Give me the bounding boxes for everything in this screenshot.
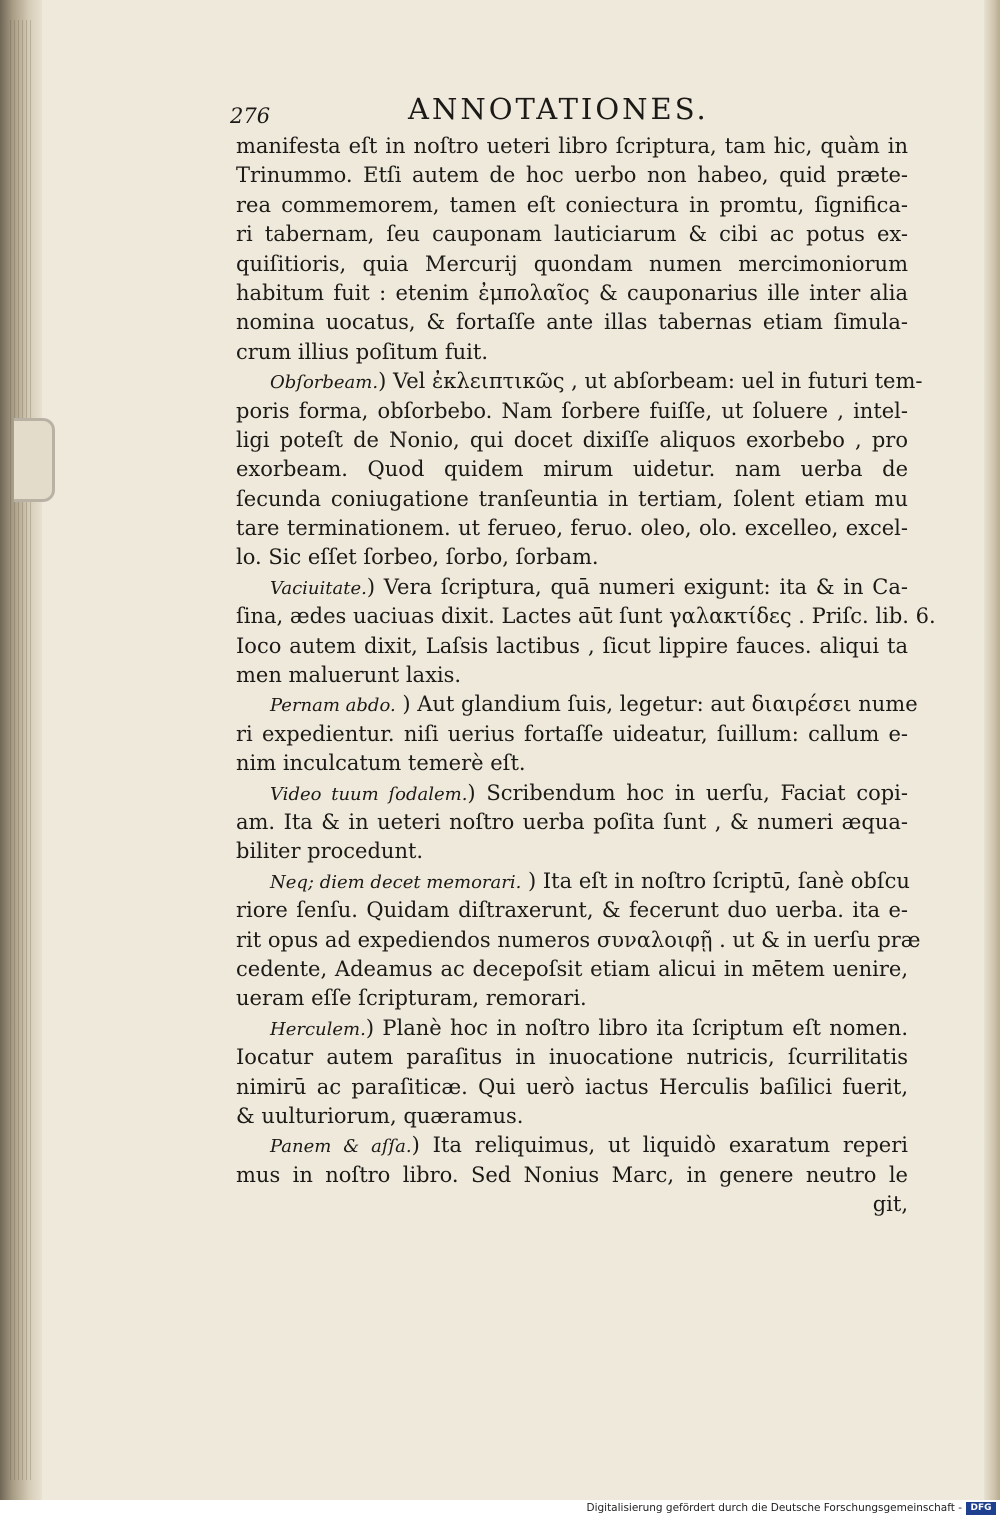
- text-line: [236, 367, 923, 396]
- page-edge-right: [984, 0, 1000, 1500]
- text-run: ) Vera ſcriptura, quā numeri exigunt: ita & in Ca-: [366, 574, 908, 599]
- text-run: nimirū ac paraſiticæ. Qui uerò iactus Herculis baſilici fuerit,: [236, 1074, 908, 1099]
- text-run: ligi poteſt de Nonio, qui docet dixiſſe aliquos exorbebo , pro: [236, 427, 908, 452]
- lemma: Panem & aſſa.: [270, 1136, 412, 1158]
- text-run: cedente, Adeamus ac decepoſsit etiam alicui in mētem uenire,: [236, 956, 908, 981]
- text-run: ſecunda coniugatione tranſeuntia in tertiam, ſolent etiam mu: [236, 486, 908, 511]
- lemma: Vaciuitate.: [270, 577, 367, 599]
- text-line: [236, 1102, 908, 1131]
- text-run: ri expedientur. niſi uerius fortaſſe uideatur, ſuillum: callum e-: [236, 721, 908, 746]
- text-run: ri tabernam, ſeu cauponam lauticiarum & cibi ac potus ex-: [236, 222, 908, 247]
- text-line: [236, 1014, 908, 1043]
- text-line: [236, 455, 908, 484]
- running-head: ANNOTATIONES.: [408, 92, 709, 126]
- text-line: [236, 779, 908, 808]
- text-run: tare terminationem. ut ferueo, feruo. oleo, olo. excelleo, excel-: [236, 516, 908, 541]
- text-line: [236, 984, 908, 1013]
- text-line: [236, 279, 908, 308]
- text-run: biliter procedunt.: [236, 839, 424, 864]
- text-run: rea commemorem, tamen eſt coniectura in promtu, ſignifica-: [236, 192, 908, 217]
- text-line: [236, 896, 908, 925]
- text-run: ſina, ædes uaciuas dixit. Lactes aūt ſunt γαλακτίδες . Priſc. lib. 6.: [236, 604, 936, 629]
- text-run: ) Vel ἐκλειπτικῶς , ut abſorbeam: uel in futuri tem-: [378, 369, 923, 394]
- lemma: Obſorbeam.: [270, 372, 379, 394]
- text-line: [236, 1131, 908, 1160]
- text-line: [236, 602, 936, 631]
- text-run: ) Planè hoc in noſtro libro ita ſcriptum eſt nomen.: [365, 1015, 908, 1040]
- text-line: [236, 485, 908, 514]
- text-line: [236, 338, 908, 367]
- text-run: crum illius poſitum fuit.: [236, 339, 489, 364]
- text-line: [236, 837, 908, 866]
- text-run: manifesta eſt in noſtro ueteri libro ſcriptura, tam hic, quàm in: [236, 134, 908, 158]
- body-text: [236, 132, 936, 1219]
- text-run: Ioco autem dixit, Laſsis lactibus , ſicut lippire fauces. aliqui ta: [236, 633, 908, 658]
- text-line: [236, 308, 908, 337]
- text-line: [236, 1043, 908, 1072]
- funding-credit: Digitalisierung gefördert durch die Deutsche Forschungsgemeinschaft -: [586, 1502, 962, 1514]
- catchword: git,: [872, 1192, 908, 1217]
- text-line: [236, 955, 908, 984]
- page-clip: [14, 418, 55, 502]
- text-run: lo. Sic eſſet ſorbeo, ſorbo, ſorbam.: [236, 545, 599, 570]
- text-run: ) Ita reliquimus, ut liquidò exaratum reperi: [411, 1133, 908, 1158]
- text-run: habitum fuit : etenim ἐμπολαῖος & cauponarius ille inter alia: [236, 280, 908, 305]
- text-run: & uulturiorum, quæramus.: [236, 1103, 524, 1128]
- page-number: 276: [230, 104, 271, 128]
- text-line: [236, 808, 908, 837]
- footer-bar: [0, 1500, 1000, 1517]
- page-header: [230, 88, 908, 128]
- text-run: mus in noſtro libro. Sed Nonius Marc, in genere neutro le: [236, 1162, 908, 1187]
- text-line: [236, 514, 908, 543]
- text-run: exorbeam. Quod quidem mirum uidetur. nam uerba de: [236, 457, 908, 482]
- page-edges: [10, 20, 32, 1480]
- lemma: Pernam abdo.: [270, 695, 396, 717]
- text-line: [236, 220, 908, 249]
- lemma: Neq; diem decet memorari.: [270, 871, 522, 893]
- text-run: riore ſenſu. Quidam diſtraxerunt, & fecerunt duo uerba. ita e-: [236, 898, 908, 923]
- text-run: quiſitioris, quia Mercurij quondam numen mercimoniorum: [236, 251, 908, 276]
- text-run: Trinummo. Etſi autem de hoc uerbo non habeo, quid præte-: [236, 163, 908, 188]
- text-line: [236, 661, 908, 690]
- text-line: [236, 926, 921, 955]
- text-line: [236, 867, 908, 896]
- text-line: [236, 573, 908, 602]
- text-run: nim inculcatum temerè eſt.: [236, 751, 526, 776]
- text-line: [236, 632, 908, 661]
- text-line: [236, 191, 908, 220]
- lemma: Video tuum ſodalem.: [270, 783, 468, 805]
- text-line: [236, 1073, 908, 1102]
- text-run: am. Ita & in ueteri noſtro uerba poſita ſunt , & numeri æqua-: [236, 809, 908, 834]
- text-line: [236, 250, 908, 279]
- text-line: [236, 397, 908, 426]
- dfg-logo: DFG: [966, 1502, 996, 1515]
- text-run: Iocatur autem paraſitus in inuocatione nutricis, ſcurrilitatis: [236, 1045, 908, 1070]
- text-run: ueram eſſe ſcripturam, remorari.: [236, 986, 587, 1011]
- book-gutter: [0, 0, 42, 1500]
- text-line: [236, 426, 908, 455]
- text-run: ) Scribendum hoc in uerſu, Faciat copi-: [467, 780, 908, 805]
- text-line: [236, 1161, 908, 1190]
- text-line: [236, 161, 908, 190]
- lemma: Herculem.: [270, 1018, 366, 1040]
- text-run: nomina uocatus, & fortaſſe ante illas tabernas etiam ſimula-: [236, 310, 908, 335]
- text-run: ) Aut glandium ſuis, legetur: aut διαιρέσει nume: [395, 692, 918, 717]
- text-run: rit opus ad expediendos numeros συναλοιφῇ . ut & in uerſu præ: [236, 927, 921, 952]
- text-run: poris forma, obſorbebo. Nam ſorbere fuiſſe, ut ſoluere , intel-: [236, 398, 908, 423]
- text-run: men maluerunt laxis.: [236, 663, 462, 688]
- text-run: ) Ita eſt in noſtro ſcriptū, ſanè obſcu: [521, 868, 910, 893]
- text-line: [236, 132, 908, 161]
- text-line: [236, 749, 908, 778]
- text-line: [236, 543, 908, 572]
- text-line: [236, 690, 918, 719]
- text-line: [236, 720, 908, 749]
